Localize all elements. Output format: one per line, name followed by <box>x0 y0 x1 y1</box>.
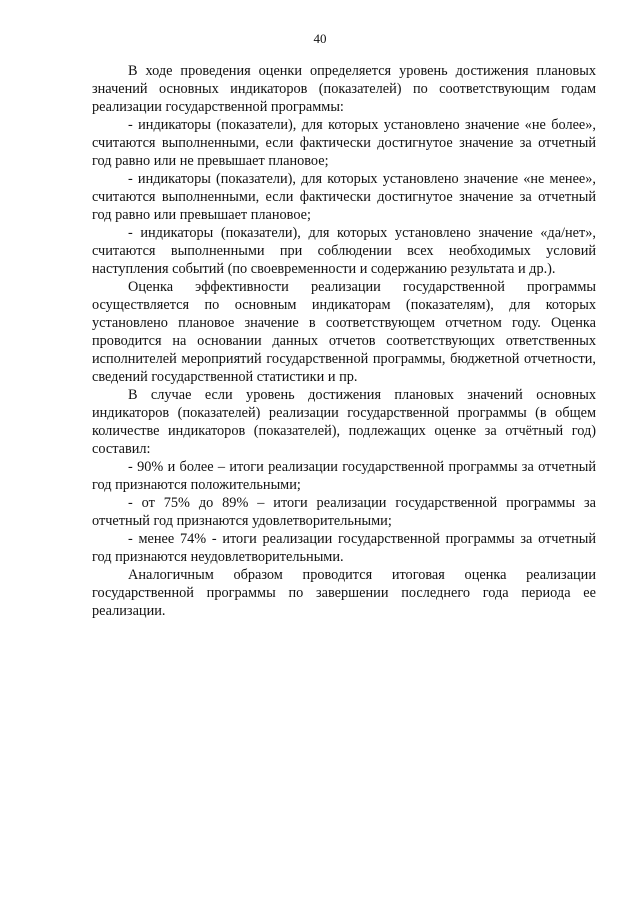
list-item-unsatisfactory: - менее 74% - итоги реализации государственной программы за отчетный год признаются неудовлетворительными. <box>92 531 596 565</box>
paragraph-intro: В ходе проведения оценки определяется уровень достижения плановых значений основных индикаторов (показателей) по соответствующим годам реализации государственной программы: <box>92 63 596 115</box>
document-body <box>92 62 596 620</box>
paragraph-evaluation: Оценка эффективности реализации государственной программы осуществляется по основным индикаторам (показателям), для которых установлено плановое значение в соответствующем отчетном году. Оценка проводится на основании данных отчетов соответствующих ответственных исполнителей мероприятий государственной программы, бюджетной отчетности, сведений государственной статистики и пр. <box>92 279 596 385</box>
page-number: 40 <box>313 31 327 46</box>
list-item-not-less: - индикаторы (показатели), для которых установлено значение «не менее», считаются выполненными, если фактически достигнутое значение за отчетный год равно или превышает плановое; <box>92 171 596 223</box>
list-item-positive: - 90% и более – итоги реализации государственной программы за отчетный год признаются положительными; <box>92 459 596 493</box>
paragraph-threshold-intro: В случае если уровень достижения плановых значений основных индикаторов (показателей) реализации государственной программы (в общем количестве индикаторов (показателей), подлежащих оценке за отчётный год) составил: <box>92 387 596 457</box>
list-item-yes-no: - индикаторы (показатели), для которых установлено значение «да/нет», считаются выполненными при соблюдении всех необходимых условий наступления событий (по своевременности и содержанию результата и др.). <box>92 225 596 277</box>
paragraph-final: Аналогичным образом проводится итоговая оценка реализации государственной программы по завершении последнего года периода ее реализации. <box>92 567 596 619</box>
list-item-not-more: - индикаторы (показатели), для которых установлено значение «не более», считаются выполненными, если фактически достигнутое значение за отчетный год равно или не превышает плановое; <box>92 117 596 169</box>
list-item-satisfactory: - от 75% до 89% – итоги реализации государственной программы за отчетный год признаются удовлетворительными; <box>92 495 596 529</box>
